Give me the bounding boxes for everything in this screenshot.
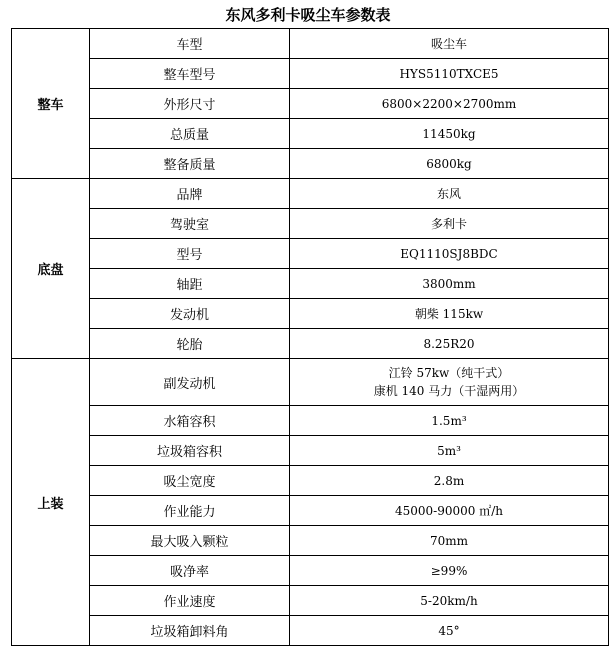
section-label-body: 上装 [12,359,90,646]
param-value: 6800×2200×2700mm [290,89,609,119]
table-row [12,119,609,149]
table-row [12,89,609,119]
param-label: 整备质量 [90,149,290,179]
table-row [12,299,609,329]
table-row [12,556,609,586]
param-label: 外形尺寸 [90,89,290,119]
param-value: 多利卡 [290,209,609,239]
param-value: 5m³ [290,436,609,466]
table-row [12,359,609,406]
param-value: 6800kg [290,149,609,179]
param-label: 水箱容积 [90,406,290,436]
param-value: 东风 [290,179,609,209]
param-value: 8.25R20 [290,329,609,359]
param-value: 朝柴 115kw [290,299,609,329]
param-label: 作业能力 [90,496,290,526]
param-label: 吸尘宽度 [90,466,290,496]
param-label: 作业速度 [90,586,290,616]
param-value: HYS5110TXCE5 [290,59,609,89]
param-label: 驾驶室 [90,209,290,239]
table-row [12,269,609,299]
param-label: 品牌 [90,179,290,209]
table-row [12,466,609,496]
param-value: ≥99% [290,556,609,586]
param-label: 最大吸入颗粒 [90,526,290,556]
param-label: 垃圾箱容积 [90,436,290,466]
table-row [12,239,609,269]
param-label: 整车型号 [90,59,290,89]
param-value: 45000-90000 ㎡/h [290,496,609,526]
param-label: 吸净率 [90,556,290,586]
table-row [12,329,609,359]
table-row [12,526,609,556]
param-label: 副发动机 [90,359,290,406]
table-row [12,586,609,616]
param-value-line: 康机 140 马力（干湿两用） [373,384,525,398]
table-row [12,149,609,179]
param-value: 3800mm [290,269,609,299]
param-label: 轴距 [90,269,290,299]
table-row [12,179,609,209]
table-row [12,209,609,239]
param-value: 11450kg [290,119,609,149]
param-value: 吸尘车 [290,29,609,59]
table-row [12,436,609,466]
table-row [12,496,609,526]
param-label: 型号 [90,239,290,269]
page-title: 东风多利卡吸尘车参数表 [225,6,391,24]
param-value: 1.5m³ [290,406,609,436]
param-value: EQ1110SJ8BDC [290,239,609,269]
param-value [290,359,609,406]
section-label-chassis: 底盘 [12,179,90,359]
section-label-vehicle: 整车 [12,29,90,179]
table-row [12,29,609,59]
param-label: 车型 [90,29,290,59]
param-label: 总质量 [90,119,290,149]
param-label: 垃圾箱卸料角 [90,616,290,646]
parameter-table [11,28,609,646]
param-value: 45° [290,616,609,646]
param-value: 2.8m [290,466,609,496]
table-row [12,616,609,646]
table-row [12,406,609,436]
param-value: 70mm [290,526,609,556]
param-value-line: 江铃 57kw（纯干式） [388,366,510,380]
param-label: 发动机 [90,299,290,329]
param-label: 轮胎 [90,329,290,359]
param-value: 5-20km/h [290,586,609,616]
table-row [12,59,609,89]
